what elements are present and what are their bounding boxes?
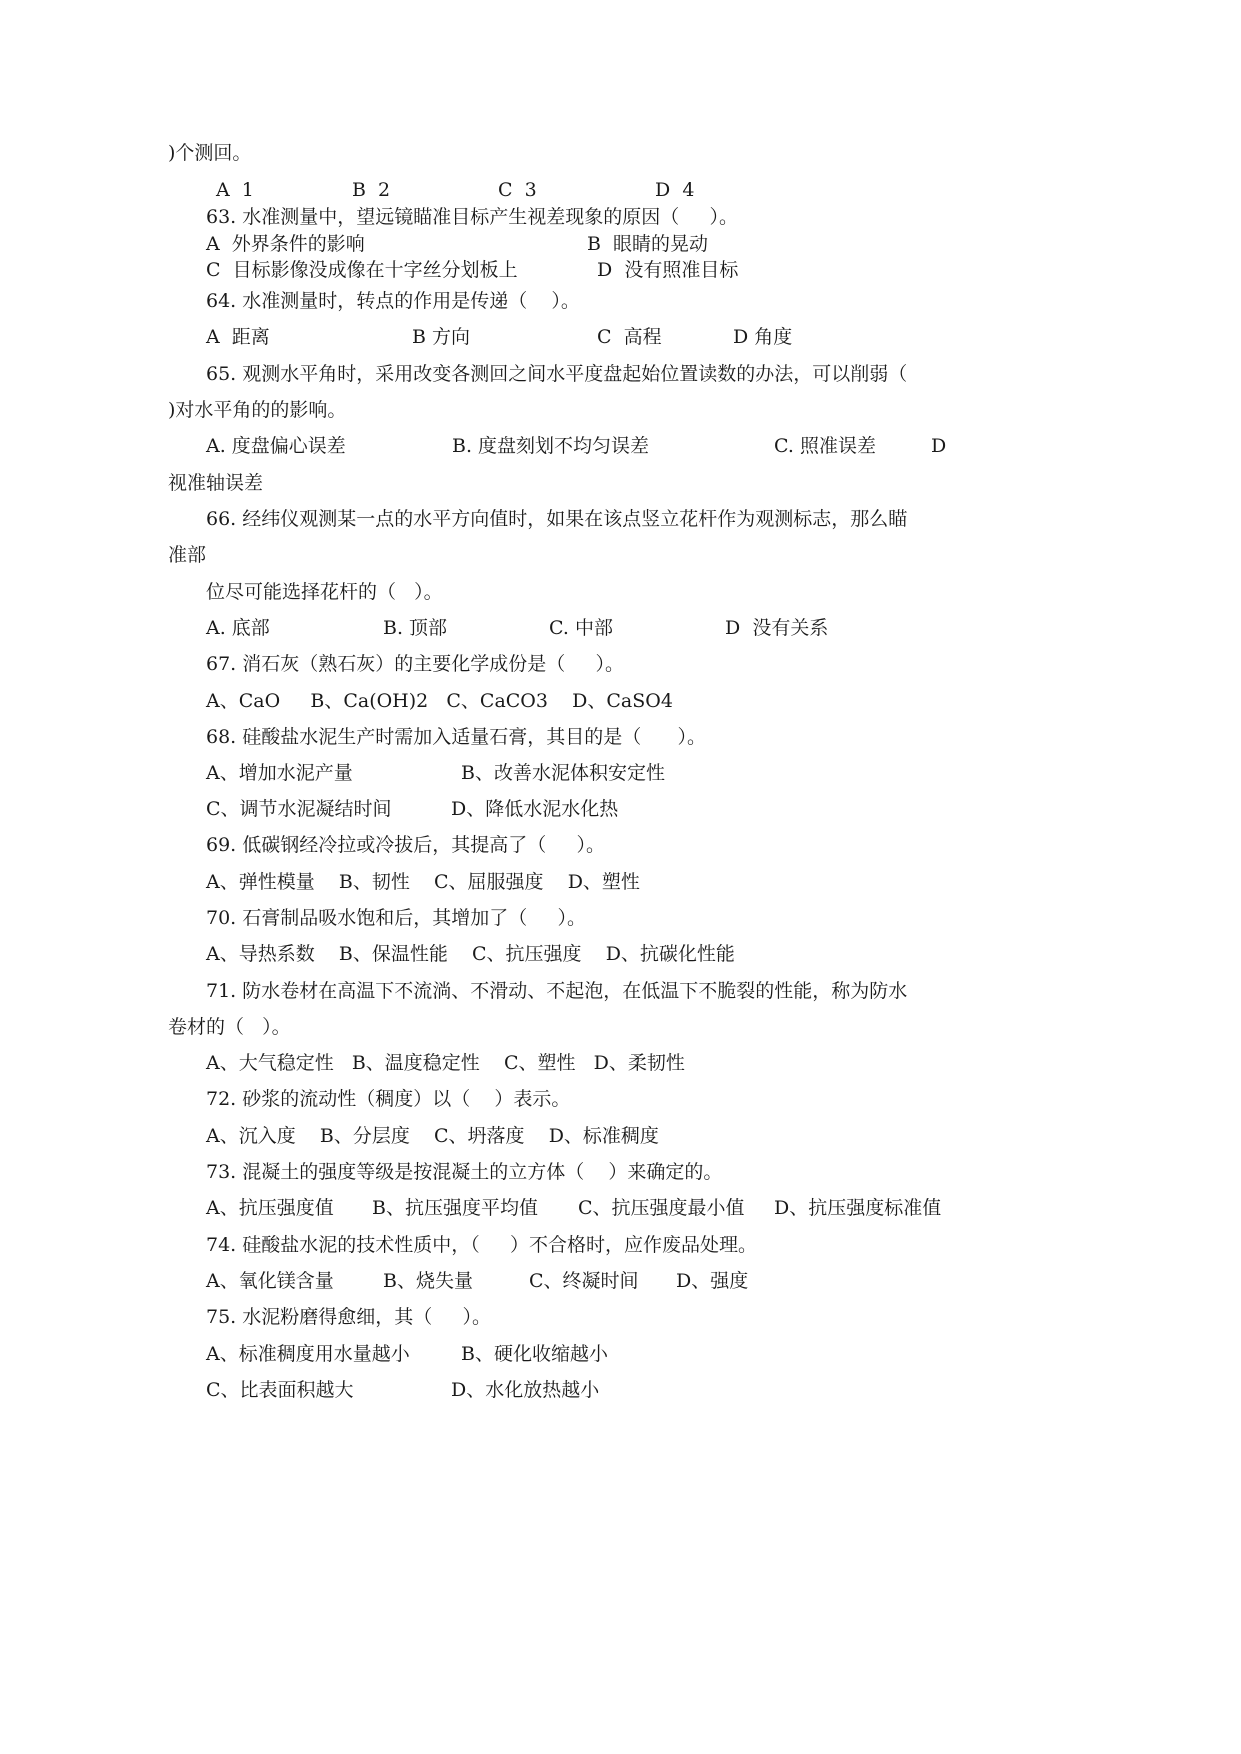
question-69: 69. 低碳钢经冷拉或冷拔后，其提高了（ ）。 <box>206 834 605 856</box>
option-d: D、降低水泥水化热 <box>451 798 619 820</box>
options-line: A、大气稳定性 B、温度稳定性 C、塑性 D、柔韧性 <box>206 1052 685 1074</box>
option-c: C、比表面积越大 <box>206 1379 354 1401</box>
option-d: D 没有关系 <box>725 617 829 639</box>
option-b: B、改善水泥体积安定性 <box>461 762 665 784</box>
option-d: D 没有照准目标 <box>597 259 739 281</box>
option-b: B 方向 <box>412 326 471 348</box>
option-d: D、抗压强度标准值 <box>774 1197 942 1219</box>
option-d: D、水化放热越小 <box>451 1379 600 1401</box>
option-b: B 眼睛的晃动 <box>587 233 709 255</box>
question-64: 64. 水准测量时，转点的作用是传递（ ）。 <box>206 290 580 312</box>
question-72: 72. 砂浆的流动性（稠度）以（ ）表示。 <box>206 1088 571 1110</box>
option-d: D <box>931 435 947 457</box>
option-c: C、终凝时间 <box>529 1270 639 1292</box>
option-d: D 4 <box>655 179 695 201</box>
option-a: A、标准稠度用水量越小 <box>206 1343 410 1365</box>
option-b: B、硬化收缩越小 <box>461 1343 608 1365</box>
question-70: 70. 石膏制品吸水饱和后，其增加了（ ）。 <box>206 907 586 929</box>
option-a: A、氧化镁含量 <box>206 1270 334 1292</box>
option-a: A、抗压强度值 <box>206 1197 334 1219</box>
option-a: A 距离 <box>206 326 270 348</box>
option-b: B. 度盘刻划不均匀误差 <box>452 435 650 457</box>
question-73: 73. 混凝土的强度等级是按混凝土的立方体（ ）来确定的。 <box>206 1161 723 1183</box>
options-line: A、弹性模量 B、韧性 C、屈服强度 D、塑性 <box>206 871 640 893</box>
options-line: A、沉入度 B、分层度 C、坍落度 D、标准稠度 <box>206 1125 659 1147</box>
text-line: )个测回。 <box>168 142 252 164</box>
question-63: 63. 水准测量中，望远镜瞄准目标产生视差现象的原因（ ）。 <box>206 206 738 228</box>
option-b: B、抗压强度平均值 <box>372 1197 538 1219</box>
option-c: C、抗压强度最小值 <box>578 1197 745 1219</box>
question-75: 75. 水泥粉磨得愈细，其（ ）。 <box>206 1306 491 1328</box>
option-c: C 3 <box>498 179 537 201</box>
option-c: C. 照准误差 <box>774 435 876 457</box>
option-a: A. 度盘偏心误差 <box>206 435 346 457</box>
option-a: A 外界条件的影响 <box>206 233 365 255</box>
option-a: A 1 <box>216 179 254 201</box>
option-d: D、强度 <box>676 1270 749 1292</box>
option-a: A、增加水泥产量 <box>206 762 353 784</box>
option-b: B. 顶部 <box>383 617 448 639</box>
question-71: 71. 防水卷材在高温下不流淌、不滑动、不起泡，在低温下不脆裂的性能，称为防水 <box>206 980 908 1002</box>
question-65: 65. 观测水平角时，采用改变各测回之间水平度盘起始位置读数的办法，可以削弱（ <box>206 363 908 385</box>
text-line: 卷材的（ ）。 <box>168 1016 291 1038</box>
text-line: )对水平角的的影响。 <box>168 399 347 421</box>
question-74: 74. 硅酸盐水泥的技术性质中，（ ）不合格时，应作废品处理。 <box>206 1234 757 1256</box>
option-b: B 2 <box>352 179 391 201</box>
option-c: C 高程 <box>597 326 662 348</box>
question-68: 68. 硅酸盐水泥生产时需加入适量石膏，其目的是（ ）。 <box>206 726 706 748</box>
options-line: A、CaO B、Ca(OH)2 C、CaCO3 D、CaSO4 <box>206 690 673 712</box>
question-67: 67. 消石灰（熟石灰）的主要化学成份是（ ）。 <box>206 653 624 675</box>
question-66: 66. 经纬仪观测某一点的水平方向值时，如果在该点竖立花杆作为观测标志，那么瞄 <box>206 508 908 530</box>
option-c: C 目标影像没成像在十字丝分划板上 <box>206 259 518 281</box>
options-line: A、导热系数 B、保温性能 C、抗压强度 D、抗碳化性能 <box>206 943 735 965</box>
option-a: A. 底部 <box>206 617 270 639</box>
text-line: 准部 <box>168 544 207 566</box>
text-line: 视准轴误差 <box>168 472 264 494</box>
option-c: C. 中部 <box>549 617 613 639</box>
option-c: C、调节水泥凝结时间 <box>206 798 392 820</box>
option-b: B、烧失量 <box>383 1270 473 1292</box>
text-line: 位尽可能选择花杆的（ ）。 <box>206 581 443 603</box>
option-d: D 角度 <box>733 326 793 348</box>
